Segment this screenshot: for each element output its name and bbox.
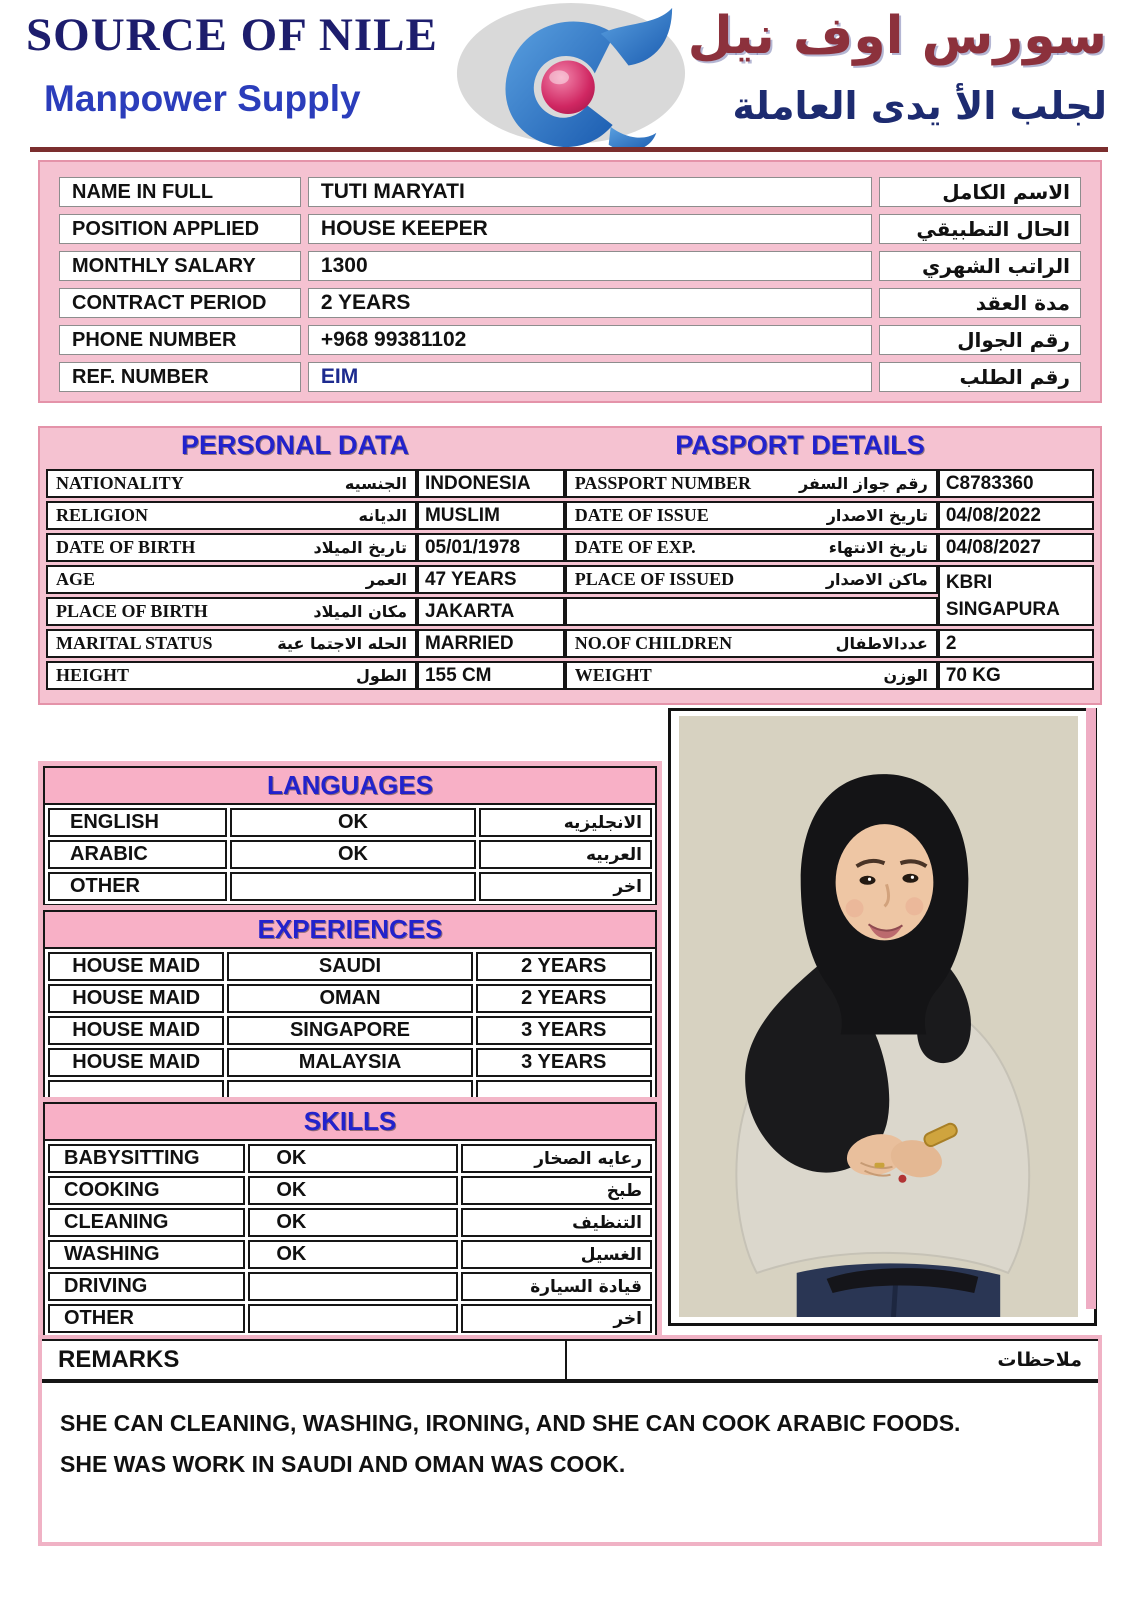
personal-data-section bbox=[38, 426, 1102, 705]
summary-row bbox=[59, 214, 1081, 244]
summary-row bbox=[59, 325, 1081, 355]
skill-row bbox=[48, 1272, 652, 1301]
experience-country: MALAYSIA bbox=[227, 1048, 472, 1077]
skill-level: OK bbox=[248, 1240, 457, 1269]
company-name-ar: سورس اوف نيل bbox=[687, 6, 1107, 66]
experience-position: HOUSE MAID bbox=[48, 984, 224, 1013]
skill-name-arabic: قيادة السيارة bbox=[461, 1272, 652, 1301]
skill-name: DRIVING bbox=[48, 1272, 245, 1301]
field-label: PHONE NUMBER bbox=[59, 325, 301, 355]
field-label-arabic: مدة العقد bbox=[879, 288, 1081, 318]
skill-name: CLEANING bbox=[48, 1208, 245, 1237]
skill-name-arabic: رعايه الصخار bbox=[461, 1144, 652, 1173]
table-row: DATE OF BIRTH تاريخ الميلاد 05/01/1978 DATE OF EXP. تاريخ الانتهاء 04/08/2027 bbox=[46, 533, 1094, 562]
skill-name: BABYSITTING bbox=[48, 1144, 245, 1173]
experience-row bbox=[48, 984, 652, 1013]
experience-country: OMAN bbox=[227, 984, 472, 1013]
table-row: AGE العمر 47 YEARS PLACE OF ISSUED ماكن الاصدار KBRI SINGAPURA bbox=[46, 565, 1094, 594]
language-level: OK bbox=[230, 808, 475, 837]
summary-row bbox=[59, 362, 1081, 392]
field-value: +968 99381102 bbox=[308, 325, 872, 355]
field-label-arabic: رقم الجوال bbox=[879, 325, 1081, 355]
skill-level: OK bbox=[248, 1176, 457, 1205]
remarks-text: SHE CAN CLEANING, WASHING, IRONING, AND SHE CAN COOK ARABIC FOODS. SHE WAS WORK IN SAUDI AND OMAN WAS COOK. bbox=[60, 1410, 961, 1477]
language-row bbox=[48, 840, 652, 869]
remarks-header-divider bbox=[565, 1341, 567, 1379]
field-label: POSITION APPLIED bbox=[59, 214, 301, 244]
candidate-photo bbox=[668, 708, 1097, 1326]
skill-name: COOKING bbox=[48, 1176, 245, 1205]
field-value: EIM bbox=[308, 362, 872, 392]
skill-level bbox=[248, 1304, 457, 1333]
remarks-label: REMARKS bbox=[58, 1346, 180, 1373]
field-label: NAME IN FULL bbox=[59, 177, 301, 207]
field-label: CONTRACT PERIOD bbox=[59, 288, 301, 318]
field-label-arabic: الاسم الكامل bbox=[879, 177, 1081, 207]
languages-heading: LANGUAGES bbox=[45, 768, 655, 805]
field-label-arabic: الحال التطبيقي bbox=[879, 214, 1081, 244]
summary-row bbox=[59, 288, 1081, 318]
language-level: OK bbox=[230, 840, 475, 869]
summary-row bbox=[59, 251, 1081, 281]
language-row bbox=[48, 808, 652, 837]
language-name: OTHER bbox=[48, 872, 227, 901]
skill-level: OK bbox=[248, 1208, 457, 1237]
experience-row bbox=[48, 1016, 652, 1045]
table-row: NATIONALITY الجنسيه INDONESIA PASSPORT NUMBER رقم جواز السفر C8783360 bbox=[46, 469, 1094, 498]
skill-row bbox=[48, 1304, 652, 1333]
personal-data-heading: PERSONAL DATA bbox=[180, 430, 409, 460]
skill-row bbox=[48, 1144, 652, 1173]
skill-level bbox=[248, 1272, 457, 1301]
experiences-heading: EXPERIENCES bbox=[45, 912, 655, 949]
language-name: ENGLISH bbox=[48, 808, 227, 837]
field-value: TUTI MARYATI bbox=[308, 177, 872, 207]
skill-row bbox=[48, 1240, 652, 1269]
skill-level: OK bbox=[248, 1144, 457, 1173]
personal-passport-table bbox=[46, 466, 1094, 693]
experience-years: 3 YEARS bbox=[476, 1016, 652, 1045]
photo-frame-accent bbox=[1086, 708, 1096, 1309]
skill-name-arabic: اخر bbox=[461, 1304, 652, 1333]
field-value: 2 YEARS bbox=[308, 288, 872, 318]
applicant-summary-table bbox=[38, 160, 1102, 403]
experience-country: SINGAPORE bbox=[227, 1016, 472, 1045]
experience-years: 2 YEARS bbox=[476, 984, 652, 1013]
experience-row bbox=[48, 1048, 652, 1077]
company-tagline-ar: لجلب الأ يدى العاملة bbox=[732, 84, 1107, 128]
skill-name-arabic: التنظيف bbox=[461, 1208, 652, 1237]
summary-row bbox=[59, 177, 1081, 207]
table-row: MARITAL STATUS الحله الاجتما عية MARRIED NO.OF CHILDREN عددالاطفال 2 bbox=[46, 629, 1094, 658]
experience-position: HOUSE MAID bbox=[48, 952, 224, 981]
place-of-issued-value: KBRI SINGAPURA bbox=[938, 565, 1094, 626]
field-value: 1300 bbox=[308, 251, 872, 281]
table-row: PLACE OF BIRTH مكان الميلاد JAKARTA bbox=[46, 597, 1094, 626]
skills-heading: SKILLS bbox=[45, 1104, 655, 1141]
language-name-arabic: العربيه bbox=[479, 840, 652, 869]
remarks-section bbox=[38, 1335, 1102, 1546]
remarks-label-arabic: ملاحظات bbox=[997, 1349, 1082, 1371]
company-logo-icon bbox=[452, 0, 690, 146]
language-level bbox=[230, 872, 475, 901]
field-label-arabic: الراتب الشهري bbox=[879, 251, 1081, 281]
skill-row bbox=[48, 1176, 652, 1205]
company-name-en: SOURCE OF NILE bbox=[26, 9, 438, 61]
language-name: ARABIC bbox=[48, 840, 227, 869]
company-tagline-en: Manpower Supply bbox=[44, 78, 361, 119]
experience-country: SAUDI bbox=[227, 952, 472, 981]
language-name-arabic: اخر bbox=[479, 872, 652, 901]
experience-years: 2 YEARS bbox=[476, 952, 652, 981]
field-label: REF. NUMBER bbox=[59, 362, 301, 392]
experience-row bbox=[48, 952, 652, 981]
field-value: HOUSE KEEPER bbox=[308, 214, 872, 244]
field-label: MONTHLY SALARY bbox=[59, 251, 301, 281]
table-row: RELIGION الديانه MUSLIM DATE OF ISSUE تاريخ الاصدار 04/08/2022 bbox=[46, 501, 1094, 530]
experiences-section bbox=[38, 905, 662, 1116]
passport-details-heading: PASPORT DETAILS bbox=[675, 430, 925, 460]
languages-section bbox=[38, 761, 662, 911]
field-label-arabic: رقم الطلب bbox=[879, 362, 1081, 392]
language-name-arabic: الانجليزيه bbox=[479, 808, 652, 837]
header-divider bbox=[30, 147, 1108, 152]
skill-name-arabic: طبخ bbox=[461, 1176, 652, 1205]
experience-position: HOUSE MAID bbox=[48, 1048, 224, 1077]
skill-name: WASHING bbox=[48, 1240, 245, 1269]
skill-row bbox=[48, 1208, 652, 1237]
skills-section bbox=[38, 1097, 662, 1343]
language-row bbox=[48, 872, 652, 901]
table-row: HEIGHT الطول 155 CM WEIGHT الوزن 70 KG bbox=[46, 661, 1094, 690]
skill-name-arabic: الغسيل bbox=[461, 1240, 652, 1269]
experience-position: HOUSE MAID bbox=[48, 1016, 224, 1045]
experience-years: 3 YEARS bbox=[476, 1048, 652, 1077]
skill-name: OTHER bbox=[48, 1304, 245, 1333]
